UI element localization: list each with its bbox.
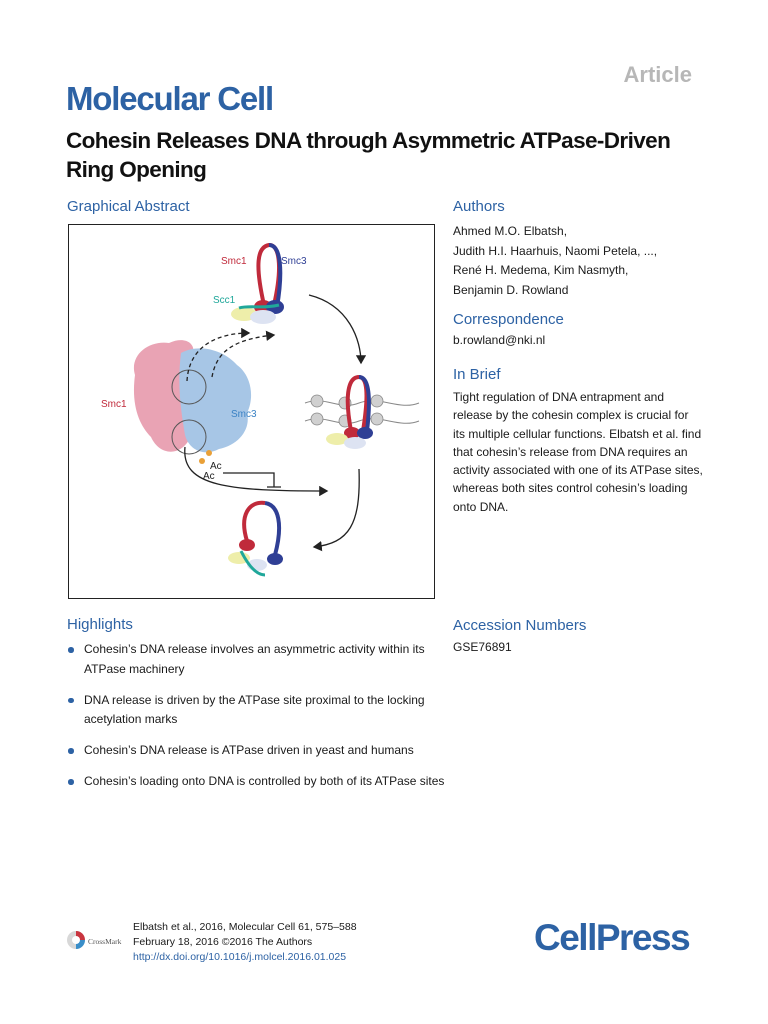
highlights-heading: Highlights xyxy=(67,616,133,633)
accession-number[interactable]: GSE76891 xyxy=(453,640,512,654)
in-brief-text: Tight regulation of DNA entrapment and release by the cohesin complex is crucial for its multiple cellular functions. Elbatsh et al. find that cohesin’s release from DNA requires an activity associated with one of its ATPase sites, whereas both sites control cohesin’s loading onto DNA. xyxy=(453,390,703,514)
highlight-text: Cohesin’s loading onto DNA is controlled by both of its ATPase sites xyxy=(84,774,445,788)
correspondence-email[interactable]: b.rowland@nki.nl xyxy=(453,333,546,347)
crossmark-icon xyxy=(66,928,130,952)
highlight-item xyxy=(67,640,447,679)
label-smc3-top: Smc3 xyxy=(281,256,307,267)
in-brief-heading: In Brief xyxy=(453,366,501,383)
label-smc1-top: Smc1 xyxy=(221,256,247,267)
graphical-abstract-figure xyxy=(68,224,435,599)
citation-line: Elbatsh et al., 2016, Molecular Cell 61, 575–588 xyxy=(133,921,357,933)
authors-heading: Authors xyxy=(453,198,505,215)
highlight-item xyxy=(67,741,447,761)
author-line: Judith H.I. Haarhuis, Naomi Petela, ..., xyxy=(453,243,658,258)
cellpress-logo: CellPress xyxy=(534,917,690,958)
highlights-list xyxy=(67,640,447,803)
citation-date-line: February 18, 2016 ©2016 The Authors xyxy=(133,936,313,948)
highlight-item xyxy=(67,691,447,730)
graphical-abstract-heading: Graphical Abstract xyxy=(67,198,190,215)
highlight-text: Cohesin’s DNA release involves an asymmetric activity within its ATPase machinery xyxy=(84,642,425,676)
graphical-abstract-illustration xyxy=(69,225,433,597)
arrow-release xyxy=(314,469,359,547)
crossmark-text: CrossMark xyxy=(88,937,122,946)
label-ac-2: Ac xyxy=(203,471,215,482)
bullet-icon xyxy=(68,698,74,704)
authors-list xyxy=(453,222,713,300)
article-type-label: Article xyxy=(623,62,692,87)
crossmark-logo[interactable] xyxy=(66,928,130,952)
cohesin-ring-opened xyxy=(228,503,283,575)
bullet-icon xyxy=(68,779,74,785)
label-smc1-left: Smc1 xyxy=(101,399,127,410)
paper-title: Cohesin Releases DNA through Asymmetric ATPase-Driven Ring Opening xyxy=(66,128,671,182)
label-ac-1: Ac xyxy=(210,461,222,472)
bullet-icon xyxy=(68,748,74,754)
doi-link[interactable]: http://dx.doi.org/10.1016/j.molcel.2016.01.025 xyxy=(133,951,347,963)
journal-name: Molecular Cell xyxy=(66,80,273,117)
dna-loaded-cohesin xyxy=(305,377,419,449)
author-line: Benjamin D. Rowland xyxy=(453,282,569,297)
highlight-text: DNA release is driven by the ATPase site proximal to the locking acetylation marks xyxy=(84,692,425,726)
inhibition-mark xyxy=(223,473,281,487)
label-scc1: Scc1 xyxy=(213,295,236,306)
accession-numbers-heading: Accession Numbers xyxy=(453,617,587,634)
correspondence-heading: Correspondence xyxy=(453,311,564,328)
label-smc3-mid: Smc3 xyxy=(231,409,257,420)
arrow-loading xyxy=(309,295,361,363)
author-line: René H. Medema, Kim Nasmyth, xyxy=(453,263,629,277)
highlight-item xyxy=(67,772,447,792)
highlight-text: Cohesin’s DNA release is ATPase driven in yeast and humans xyxy=(84,743,414,757)
bullet-icon xyxy=(68,647,74,653)
author-line: Ahmed M.O. Elbatsh, xyxy=(453,224,568,238)
citation-block xyxy=(133,920,357,965)
